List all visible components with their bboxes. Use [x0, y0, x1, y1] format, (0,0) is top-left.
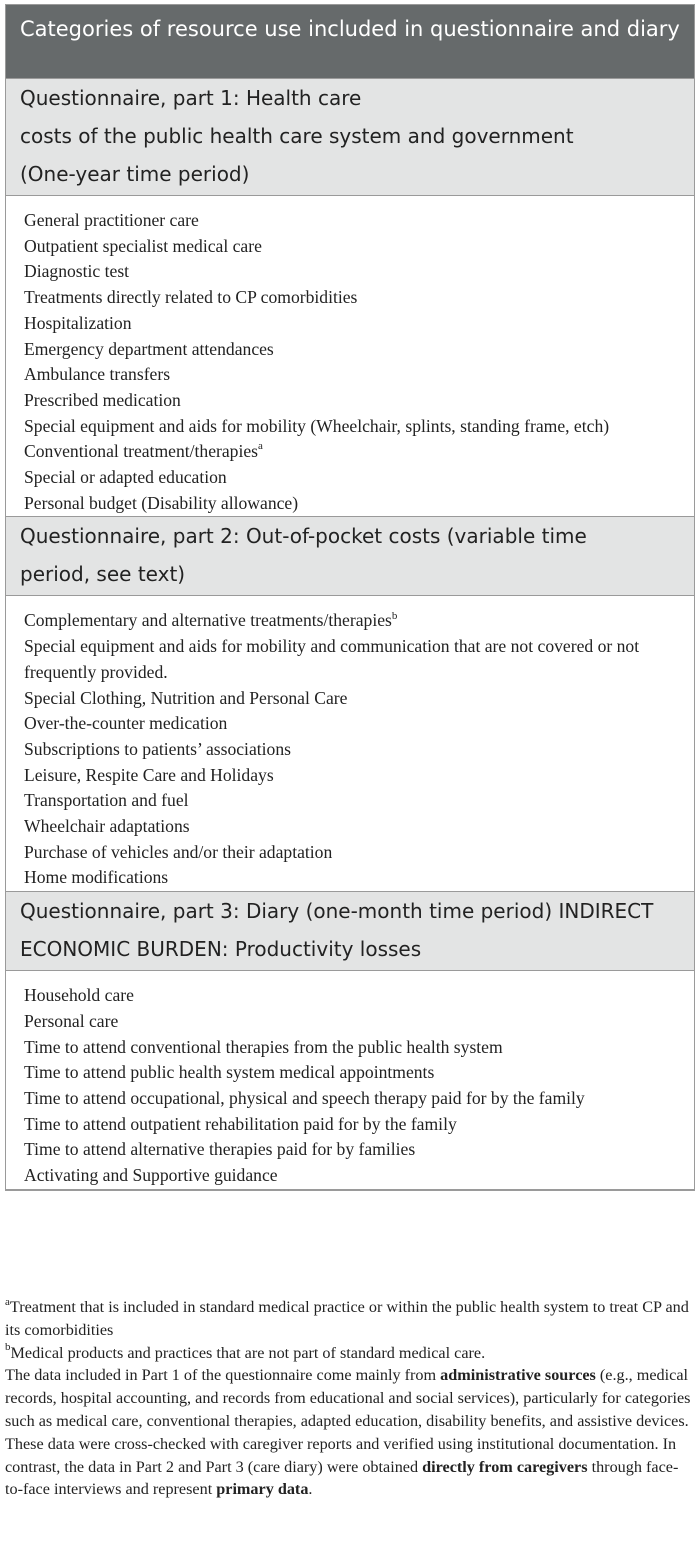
list-item-text: Personal care [24, 1010, 119, 1031]
footnote-mark: a [5, 1295, 10, 1308]
list-item [24, 491, 680, 517]
list-item [24, 1009, 680, 1035]
list-item [24, 608, 680, 634]
section-heading-line: ECONOMIC BURDEN: Productivity losses [20, 937, 422, 962]
list-item [24, 711, 680, 737]
list-item [24, 814, 680, 840]
table-footer [5, 1296, 695, 1501]
footnote-text: Medical products and practices that are not part of standard medical care. [10, 1343, 486, 1362]
list-item-text: Special or adapted education [24, 467, 227, 488]
list-item-text: Time to attend outpatient rehabilitation paid for by the family [24, 1113, 457, 1134]
list-item-text: Household care [24, 985, 134, 1006]
section-item-list [6, 596, 694, 892]
list-item-text: Purchase of vehicles and/or their adaptation [24, 841, 333, 862]
data-sources-note: The data included in Part 1 of the questionnaire come mainly from administrative sources (e.g., medical records, hospital accounting, and records from educational and social services), particularly for categories such as medical care, conventional therapies, adapted education, disability benefits, and assistive devices. These data were cross-checked with caregiver reports and verified using institutional documentation. In contrast, the data in Part 2 and Part 3 (care diary) were obtained directly from caregivers through face-to-face interviews and represent primary data. [5, 1366, 691, 1499]
footnote-mark: b [5, 1341, 11, 1354]
list-item [24, 983, 680, 1009]
list-item-text: Diagnostic test [24, 261, 130, 282]
list-item-text: Home modifications [24, 867, 169, 888]
list-item-text: Time to attend conventional therapies from the public health system [24, 1036, 503, 1057]
list-item [24, 1137, 680, 1163]
footnote-text: Treatment that is included in standard medical practice or within the public health system to treat CP and its comorbidities [5, 1298, 689, 1339]
list-item [24, 1035, 680, 1061]
list-item-text: Subscriptions to patients’ associations [24, 738, 291, 759]
list-item [24, 1112, 680, 1138]
list-item-text: Emergency department attendances [24, 338, 274, 359]
list-item [24, 388, 680, 414]
list-item [24, 285, 680, 311]
list-item [24, 634, 680, 685]
list-item-text: Treatments directly related to CP comorbidities [24, 287, 358, 308]
list-item [24, 259, 680, 285]
list-item-text: Personal budget (Disability allowance) [24, 492, 299, 513]
resource-use-table [5, 4, 695, 1191]
section-heading [6, 79, 694, 196]
section-heading-line: costs of the public health care system and government [20, 124, 574, 148]
section-heading-line: (One-year time period) [20, 162, 250, 186]
section-item-list [6, 196, 694, 517]
list-item [24, 686, 680, 712]
footnote [5, 1342, 695, 1365]
list-item-text: Outpatient specialist medical care [24, 235, 262, 256]
list-item-text: Special Clothing, Nutrition and Personal Care [24, 687, 348, 708]
list-item [24, 788, 680, 814]
footnote-marker: a [258, 440, 263, 453]
section-heading-line: Questionnaire, part 1: Health care [20, 86, 362, 110]
list-item [24, 311, 680, 337]
section-heading-line: Questionnaire, part 3: Diary (one-month time period) INDIRECT [20, 899, 654, 924]
table-title: Categories of resource use included in questionnaire and diary [6, 5, 694, 79]
list-item [24, 763, 680, 789]
list-item [24, 1060, 680, 1086]
footnote-marker: b [391, 609, 398, 622]
list-item-text: Time to attend occupational, physical and speech therapy paid for by the family [24, 1087, 585, 1108]
list-item [24, 840, 680, 866]
list-item-text: Complementary and alternative treatments/therapies [24, 610, 392, 631]
list-item-text: Hospitalization [24, 312, 132, 333]
list-item-text: Activating and Supportive guidance [24, 1165, 278, 1186]
list-item [24, 737, 680, 763]
section-heading-line: period, see text) [20, 562, 186, 587]
list-item-text: Special equipment and aids for mobility (Wheelchair, splints, standing frame, etch) [24, 415, 610, 436]
list-item-text: Time to attend alternative therapies paid for by families [24, 1139, 416, 1160]
list-item [24, 1163, 680, 1189]
list-item [24, 337, 680, 363]
list-item [24, 1086, 680, 1112]
list-item [24, 865, 680, 891]
list-item [24, 362, 680, 388]
list-item [24, 465, 680, 491]
list-item [24, 208, 680, 234]
footnotes [5, 1296, 695, 1364]
table-sections [6, 79, 694, 1190]
list-item-text: Wheelchair adaptations [24, 816, 190, 837]
section-heading [6, 517, 694, 596]
list-item-text: Ambulance transfers [24, 364, 171, 385]
section-heading-line: Questionnaire, part 2: Out-of-pocket costs (variable time [20, 524, 587, 549]
list-item-text: Special equipment and aids for mobility and communication that are not covered or not frequently provided. [24, 636, 640, 682]
section-item-list [6, 971, 694, 1190]
list-item [24, 414, 680, 440]
footnote [5, 1296, 695, 1342]
list-item-text: Over-the-counter medication [24, 713, 228, 734]
section-heading [6, 892, 694, 971]
list-item-text: Prescribed medication [24, 389, 181, 410]
list-item-text: Transportation and fuel [24, 790, 189, 811]
list-item-text: Conventional treatment/therapies [24, 441, 259, 462]
list-item-text: Time to attend public health system medical appointments [24, 1062, 435, 1083]
list-item [24, 234, 680, 260]
list-item-text: Leisure, Respite Care and Holidays [24, 764, 274, 785]
list-item-text: General practitioner care [24, 210, 199, 230]
list-item [24, 439, 680, 465]
